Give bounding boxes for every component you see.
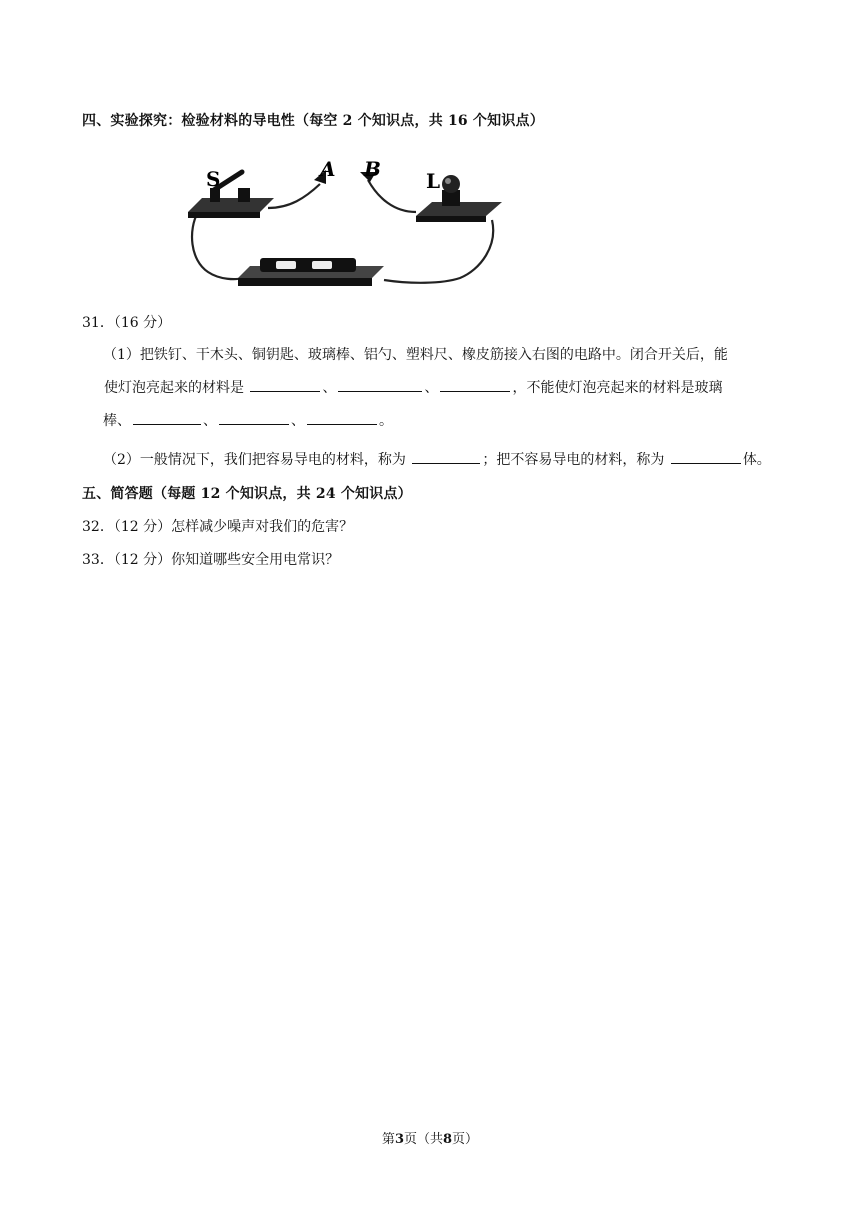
period: 。 <box>379 413 393 429</box>
section-five-title: 五、简答题（每题 12 个知识点，共 24 个知识点） <box>82 486 412 502</box>
question-31-part1 <box>103 339 783 438</box>
battery-holder <box>238 258 384 286</box>
switch-s <box>188 172 274 218</box>
page-footer <box>0 1128 860 1147</box>
page-number: 3 <box>394 1132 404 1147</box>
separator: 、 <box>322 380 337 396</box>
part2-text: （2）一般情况下，我们把容易导电的材料，称为 <box>103 452 406 468</box>
wire-switch-battery <box>192 212 242 279</box>
footer-mid: 页（共 <box>403 1132 443 1147</box>
circuit-diagram <box>180 150 510 310</box>
answer-blank-5[interactable] <box>219 410 289 425</box>
label-l: L <box>426 169 441 193</box>
answer-blank-7[interactable] <box>412 449 480 464</box>
answer-blank-4[interactable] <box>133 410 201 425</box>
part1-text-2: ，不能使灯泡亮起来的材料是玻璃 <box>512 380 723 396</box>
question-32: 32．（12 分）怎样减少噪声对我们的危害？ <box>82 519 354 535</box>
wire-from-b <box>368 180 416 212</box>
footer-suffix: 页） <box>452 1132 479 1147</box>
part1-line1: （1）把铁钉、干木头、铜钥匙、玻璃棒、铝勺、塑料尺、橡皮筋接入右图的电路中。闭合开关后，能 <box>103 347 728 363</box>
separator: 、 <box>424 380 439 396</box>
footer-prefix: 第 <box>381 1132 395 1147</box>
answer-blank-6[interactable] <box>307 410 377 425</box>
part1-text: 使灯泡亮起来的材料是 <box>104 380 244 396</box>
answer-blank-3[interactable] <box>440 377 510 392</box>
part1-line3 <box>103 405 783 438</box>
answer-blank-2[interactable] <box>338 377 422 392</box>
question-31-part2 <box>103 444 783 477</box>
part1-line2 <box>103 372 783 405</box>
total-pages: 8 <box>443 1132 453 1147</box>
label-b: B <box>364 157 381 181</box>
wire-to-a <box>268 184 320 208</box>
separator: 、 <box>203 413 217 429</box>
answer-blank-1[interactable] <box>250 377 320 392</box>
part2-text-2: ；把不容易导电的材料，称为 <box>482 452 665 468</box>
question-33: 33．（12 分）你知道哪些安全用电常识？ <box>82 552 340 568</box>
label-a: A <box>320 157 336 181</box>
part1-text-3: 棒、 <box>103 413 131 429</box>
answer-blank-8[interactable] <box>671 449 741 464</box>
wire-lamp-battery <box>384 220 493 283</box>
section-four-title: 四、实验探究：检验材料的导电性（每空 2 个知识点，共 16 个知识点） <box>82 113 544 129</box>
question-31-header: 31．（16 分） <box>82 315 172 331</box>
part2-text-3: 体。 <box>742 452 771 468</box>
separator: 、 <box>291 413 305 429</box>
label-s: S <box>206 167 221 191</box>
